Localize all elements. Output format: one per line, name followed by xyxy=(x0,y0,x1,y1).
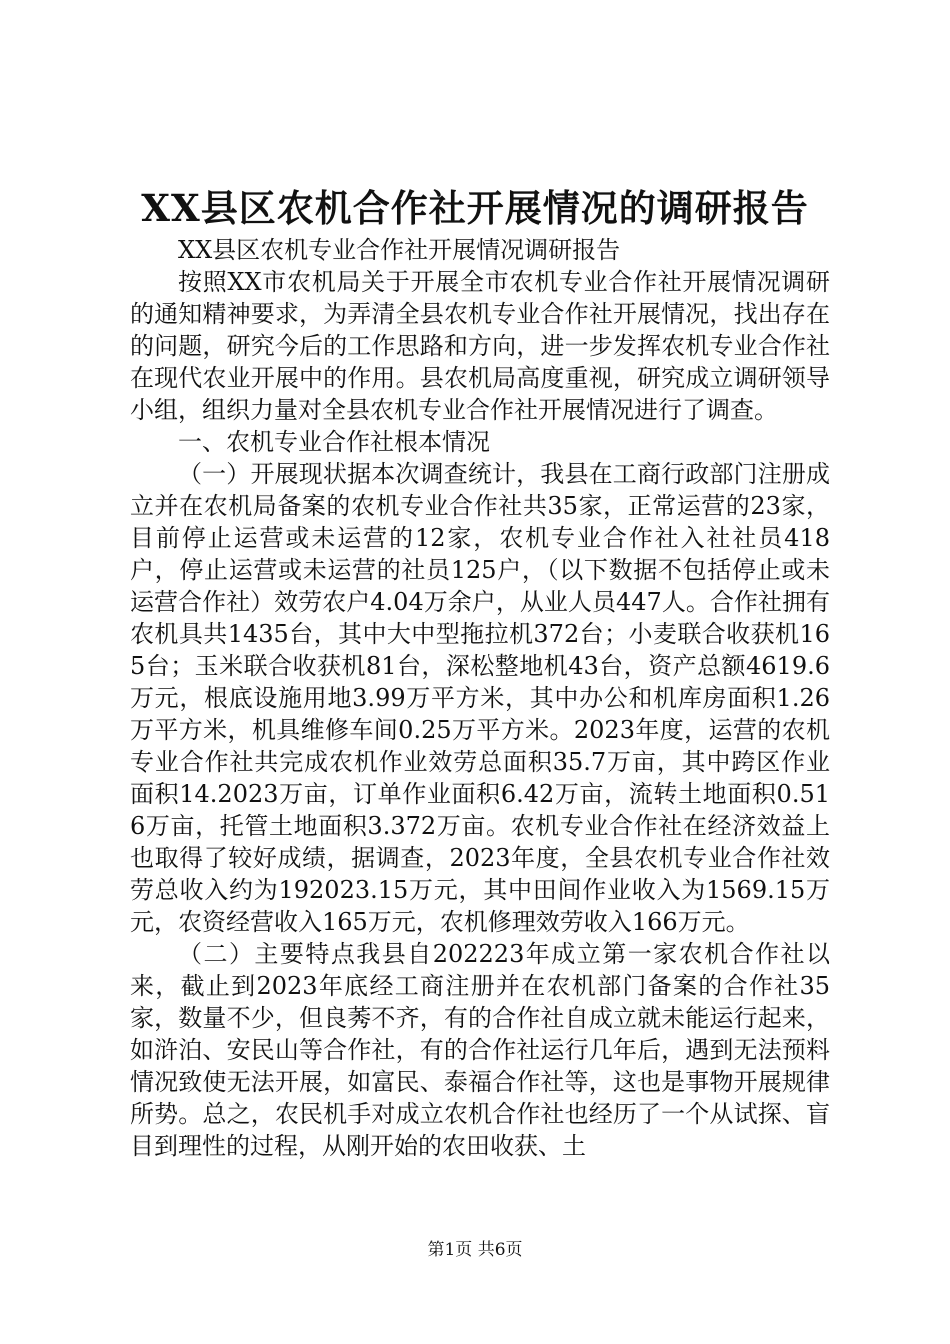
paragraph-main-features: （二）主要特点我县自202223年成立第一家农机合作社以来，截止到2023年底经工商注册并在农机部门备案的合作社35家，数量不少，但良莠不齐，有的合作社自成立就未能运行起来，如浒泊、安民山等合作社，有的合作社运行几年后，遇到无法预料情况致使无法开展，如富民、泰福合作社等，这也是事物开展规律所势。总之，农民机手对成立农机合作社也经历了一个从试探、盲目到理性的过程，从刚开始的农田收获、土 xyxy=(130,940,830,1160)
document-body xyxy=(130,234,830,1162)
paragraph-current-status: （一）开展现状据本次调查统计，我县在工商行政部门注册成立并在农机局备案的农机专业合作社共35家，正常运营的23家，目前停止运营或未运营的12家，农机专业合作社入社社员418户，停止运营或未运营的社员125户，（以下数据不包括停止或未运营合作社）效劳农户4.04万余户，从业人员447人。合作社拥有农机具共1435台，其中大中型拖拉机372台；小麦联合收获机165台；玉米联合收获机81台，深松整地机43台，资产总额4619.6万元，根底设施用地3.99万平方米，其中办公和机库房面积1.26万平方米，机具维修车间0.25万平方米。2023年度，运营的农机专业合作社共完成农机作业效劳总面积35.7万亩，其中跨区作业面积14.2023万亩，订单作业面积6.42万亩，流转土地面积0.516万亩，托管土地面积3.372万亩。农机专业合作社在经济效益上也取得了较好成绩，据调查，2023年度，全县农机专业合作社效劳总收入约为192023.15万元，其中田间作业收入为1569.15万元，农资经营收入165万元，农机修理效劳收入166万元。 xyxy=(130,460,830,936)
page-number-footer: 第1页 共6页 xyxy=(427,1240,523,1260)
section-heading-basic-situation: 一、农机专业合作社根本情况 xyxy=(178,428,490,456)
paragraph-subtitle: XX县区农机专业合作社开展情况调研报告 xyxy=(178,236,621,264)
paragraph-intro: 按照XX市农机局关于开展全市农机专业合作社开展情况调研的通知精神要求，为弄清全县农机专业合作社开展情况，找出存在的问题，研究今后的工作思路和方向，进一步发挥农机专业合作社在现代农业开展中的作用。县农机局高度重视，研究成立调研领导小组，组织力量对全县农机专业合作社开展情况进行了调查。 xyxy=(130,268,830,424)
document-title: XX县区农机合作社开展情况的调研报告 xyxy=(141,186,809,230)
